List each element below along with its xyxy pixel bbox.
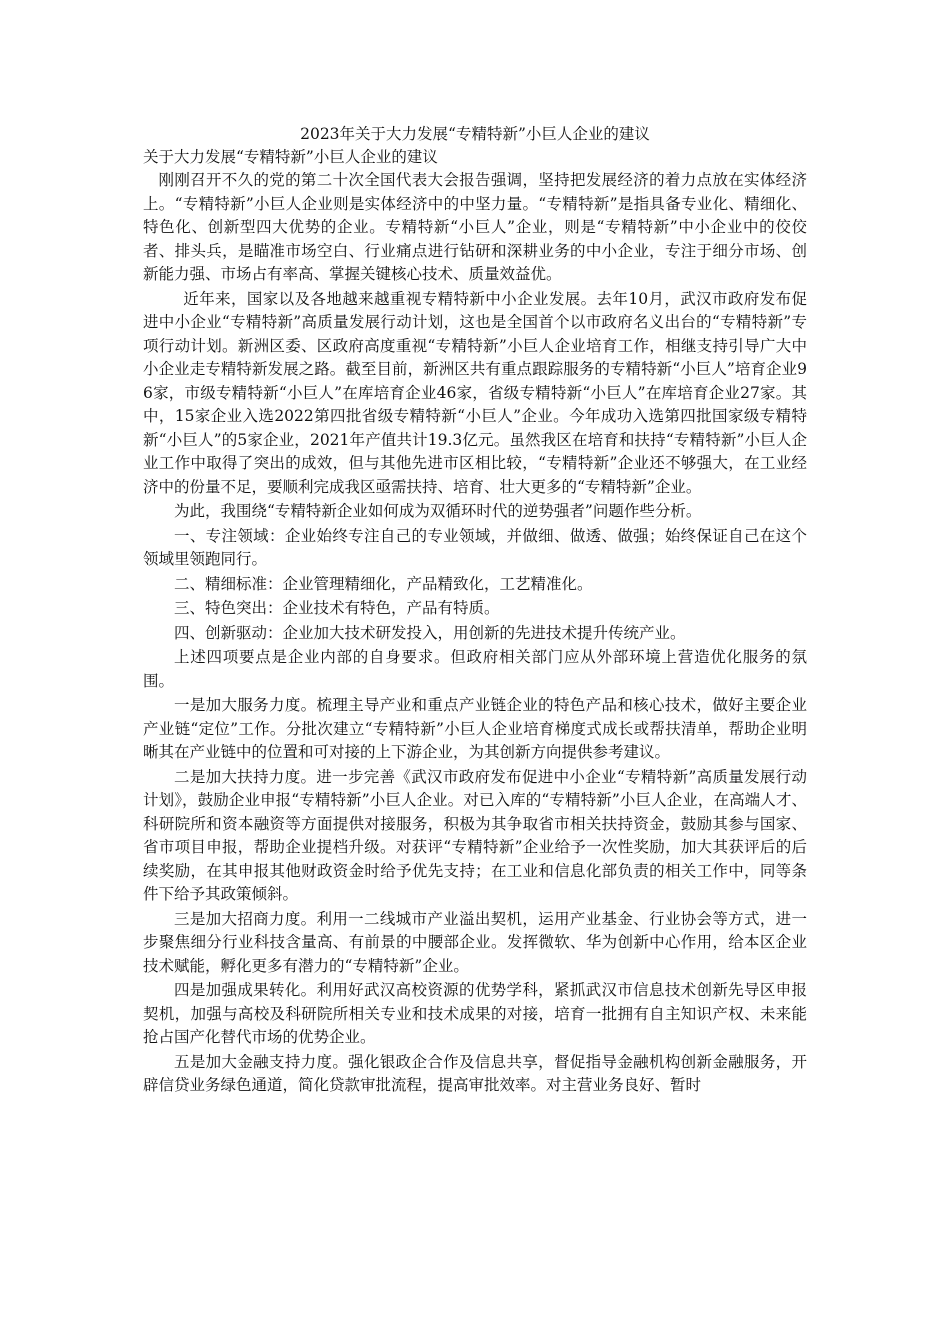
paragraph-suggestion-3: 三是加大招商力度。利用一二线城市产业溢出契机，运用产业基金、行业协会等方式，进一步聚焦细分行业科技含量高、有前景的中腰部企业。发挥微软、华为创新中心作用，给本区企业技术赋能，孵化更多有潜力的“专精特新”企业。 xyxy=(143,909,807,975)
paragraph-point-1: 一、专注领域：企业始终专注自己的专业领域，并做细、做透、做强；始终保证自己在这个领域里领跑同行。 xyxy=(143,526,807,568)
paragraph-background: 近年来，国家以及各地越来越重视专精特新中小企业发展。去年10月，武汉市政府发布促进中小企业“专精特新”高质量发展行动计划，这也是全国首个以市政府名义出台的“专精特新”专项行动计划。新洲区委、区政府高度重视“专精特新”小巨人企业培育工作，相继支持引导广大中小企业走专精特新发展之路。截至目前，新洲区共有重点跟踪服务的专精特新“小巨人”培育企业96家，市级专精特新“小巨人”在库培育企业46家，省级专精特新“小巨人”在库培育企业27家。其中，15家企业入选2022第四批省级专精特新“小巨人”企业。今年成功入选第四批国家级专精特新“小巨人”的5家企业，2021年产值共计19.3亿元。虽然我区在培育和扶持“专精特新”小巨人企业工作中取得了突出的成效，但与其他先进市区相比较，“专精特新”企业还不够强大，在工业经济中的份量不足，要顺利完成我区亟需扶持、培育、壮大更多的“专精特新”企业。 xyxy=(143,289,807,496)
paragraph-summary: 上述四项要点是企业内部的自身要求。但政府相关部门应从外部环境上营造优化服务的氛围。 xyxy=(143,648,807,690)
paragraph-point-2: 二、精细标准：企业管理精细化，产品精致化，工艺精准化。 xyxy=(174,574,593,593)
paragraph-suggestion-4: 四是加强成果转化。利用好武汉高校资源的优势学科，紧抓武汉市信息技术创新先导区申报契机，加强与高校及科研院所相关专业和技术成果的对接，培育一批拥有自主知识产权、未来能抢占国产化替代市场的优势企业。 xyxy=(143,981,807,1046)
paragraph-suggestion-5: 五是加大金融支持力度。强化银政企合作及信息共享，督促指导金融机构创新金融服务，开辟信贷业务绿色通道，简化贷款审批流程，提高审批效率。对主营业务良好、暂时 xyxy=(143,1052,807,1094)
paragraph-suggestion-2: 二是加大扶持力度。进一步完善《武汉市政府发布促进中小企业“专精特新”高质量发展行动计划》，鼓励企业申报“专精特新”小巨人企业。对已入库的“专精特新”小巨人企业，在高端人才、科研院所和资本融资等方面提供对接服务，积极为其争取省市相关扶持资金，鼓励其参与国家、省市项目申报，帮助企业提档升级。对获评“专精特新”企业给予一次性奖励，加大其获评后的后续奖励，在其申报其他财政资金时给予优先支持；在工业和信息化部负责的相关工作中，同等条件下给予其政策倾斜。 xyxy=(143,767,807,903)
paragraph-suggestion-1: 一是加大服务力度。梳理主导产业和重点产业链企业的特色产品和核心技术，做好主要企业产业链“定位”工作。分批次建立“专精特新”小巨人企业培育梯度式成长或帮扶清单，帮助企业明晰其在产业链中的位置和可对接的上下游企业，为其创新方向提供参考建议。 xyxy=(143,696,807,761)
paragraph-point-4: 四、创新驱动：企业加大技术研发投入，用创新的先进技术提升传统产业。 xyxy=(174,623,686,642)
document-page xyxy=(143,123,807,1099)
paragraph-analysis-intro: 为此，我围绕“专精特新企业如何成为双循环时代的逆势强者”问题作些分析。 xyxy=(174,502,702,520)
document-subtitle: 关于大力发展“专精特新”小巨人企业的建议 xyxy=(143,148,438,166)
paragraph-point-3: 三、特色突出：企业技术有特色，产品有特质。 xyxy=(174,599,500,617)
paragraph-intro: 刚刚召开不久的党的第二十次全国代表大会报告强调，坚持把发展经济的着力点放在实体经济上。“专精特新”小巨人企业则是实体经济中的中坚力量。“专精特新”是指具备专业化、精细化、特色化、创新型四大优势的企业。专精特新“小巨人”企业，则是“专精特新”中小企业中的佼佼者、排头兵，是瞄准市场空白、行业痛点进行钻研和深耕业务的中小企业，专注于细分市场、创新能力强、市场占有率高、掌握关键核心技术、质量效益优。 xyxy=(143,171,807,283)
document-title: 2023年关于大力发展“专精特新”小巨人企业的建议 xyxy=(300,125,650,143)
